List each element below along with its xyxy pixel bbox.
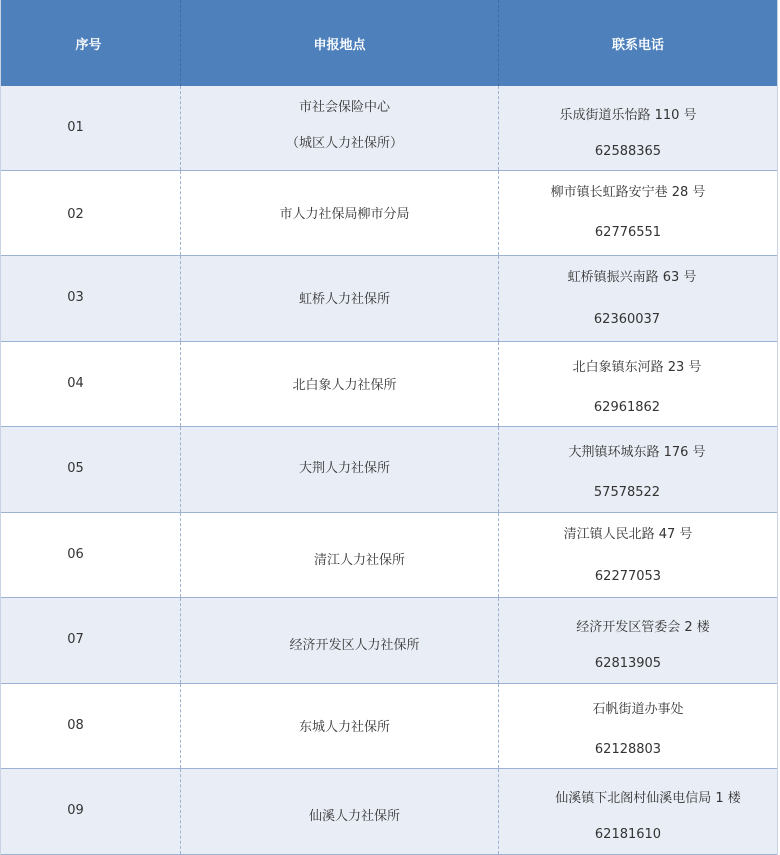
contact-info: 乐成街道乐怡路 110 号 62588365 <box>559 108 697 159</box>
seq-cell <box>1 86 181 170</box>
header-seq-label: 序号 <box>75 38 102 53</box>
contact-info: 石帆街道办事处 62128803 <box>592 702 684 757</box>
table-row <box>1 342 777 427</box>
seq-cell <box>1 598 181 683</box>
table-row <box>1 684 777 769</box>
place-cell <box>181 769 499 854</box>
contact-info: 经济开发区管委会 2 楼 62813905 <box>576 620 710 671</box>
seq-cell <box>1 513 181 597</box>
place-name: 市人力社保局柳市分局 <box>279 207 410 222</box>
contact-info: 北白象镇东河路 23 号 62961862 <box>572 360 702 415</box>
place-cell <box>181 427 499 512</box>
contact-info: 大荆镇环城东路 176 号 57578522 <box>568 445 706 500</box>
place-cell <box>181 171 499 255</box>
contact-info: 虹桥镇振兴南路 63 号 62360037 <box>567 270 697 327</box>
contact-info: 仙溪镇下北阁村仙溪电信局 1 楼 62181610 <box>555 791 741 842</box>
seq-number: 07 <box>67 632 84 647</box>
header-contact-label: 联系电话 <box>611 38 664 53</box>
contact-cell <box>499 513 777 597</box>
place-cell <box>181 342 499 426</box>
contact-cell <box>499 427 777 512</box>
contact-cell <box>499 171 777 255</box>
contact-cell <box>499 684 777 768</box>
header-seq <box>1 0 181 86</box>
table-row <box>1 86 777 171</box>
contact-cell <box>499 769 777 854</box>
place-name: 经济开发区人力社保所 <box>289 638 420 653</box>
seq-number: 09 <box>67 803 84 818</box>
place-name: 仙溪人力社保所 <box>308 809 400 824</box>
place-cell <box>181 86 499 170</box>
table-row <box>1 769 777 855</box>
seq-number: 08 <box>67 718 84 733</box>
table-row <box>1 427 777 513</box>
place-name: 市社会保险中心 （城区人力社保所） <box>285 100 403 151</box>
contact-cell <box>499 598 777 683</box>
seq-cell <box>1 171 181 255</box>
place-name: 东城人力社保所 <box>298 720 390 735</box>
seq-cell <box>1 427 181 512</box>
seq-number: 03 <box>67 290 84 305</box>
seq-cell <box>1 684 181 768</box>
place-name: 北白象人力社保所 <box>292 378 397 393</box>
contact-info: 柳市镇长虹路安宁巷 28 号 62776551 <box>550 185 706 240</box>
table-row <box>1 171 777 256</box>
contact-cell <box>499 86 777 170</box>
place-name: 虹桥人力社保所 <box>298 292 390 307</box>
contact-info: 清江镇人民北路 47 号 62277053 <box>563 527 693 584</box>
seq-number: 04 <box>67 376 84 391</box>
place-name: 大荆人力社保所 <box>298 461 390 476</box>
seq-number: 01 <box>67 120 84 135</box>
header-place-label: 申报地点 <box>313 38 366 53</box>
header-contact <box>499 0 777 86</box>
contact-cell <box>499 256 777 341</box>
seq-number: 05 <box>67 461 84 476</box>
seq-cell <box>1 342 181 426</box>
seq-number: 06 <box>67 547 84 562</box>
place-name: 清江人力社保所 <box>313 553 405 568</box>
place-cell <box>181 256 499 341</box>
table-row <box>1 598 777 684</box>
seq-number: 02 <box>67 207 84 222</box>
place-cell <box>181 513 499 597</box>
place-cell <box>181 684 499 768</box>
contact-cell <box>499 342 777 426</box>
header-place <box>181 0 499 86</box>
table-row <box>1 513 777 598</box>
seq-cell <box>1 769 181 854</box>
table-header <box>1 0 777 86</box>
seq-cell <box>1 256 181 341</box>
table-row <box>1 256 777 342</box>
place-cell <box>181 598 499 683</box>
